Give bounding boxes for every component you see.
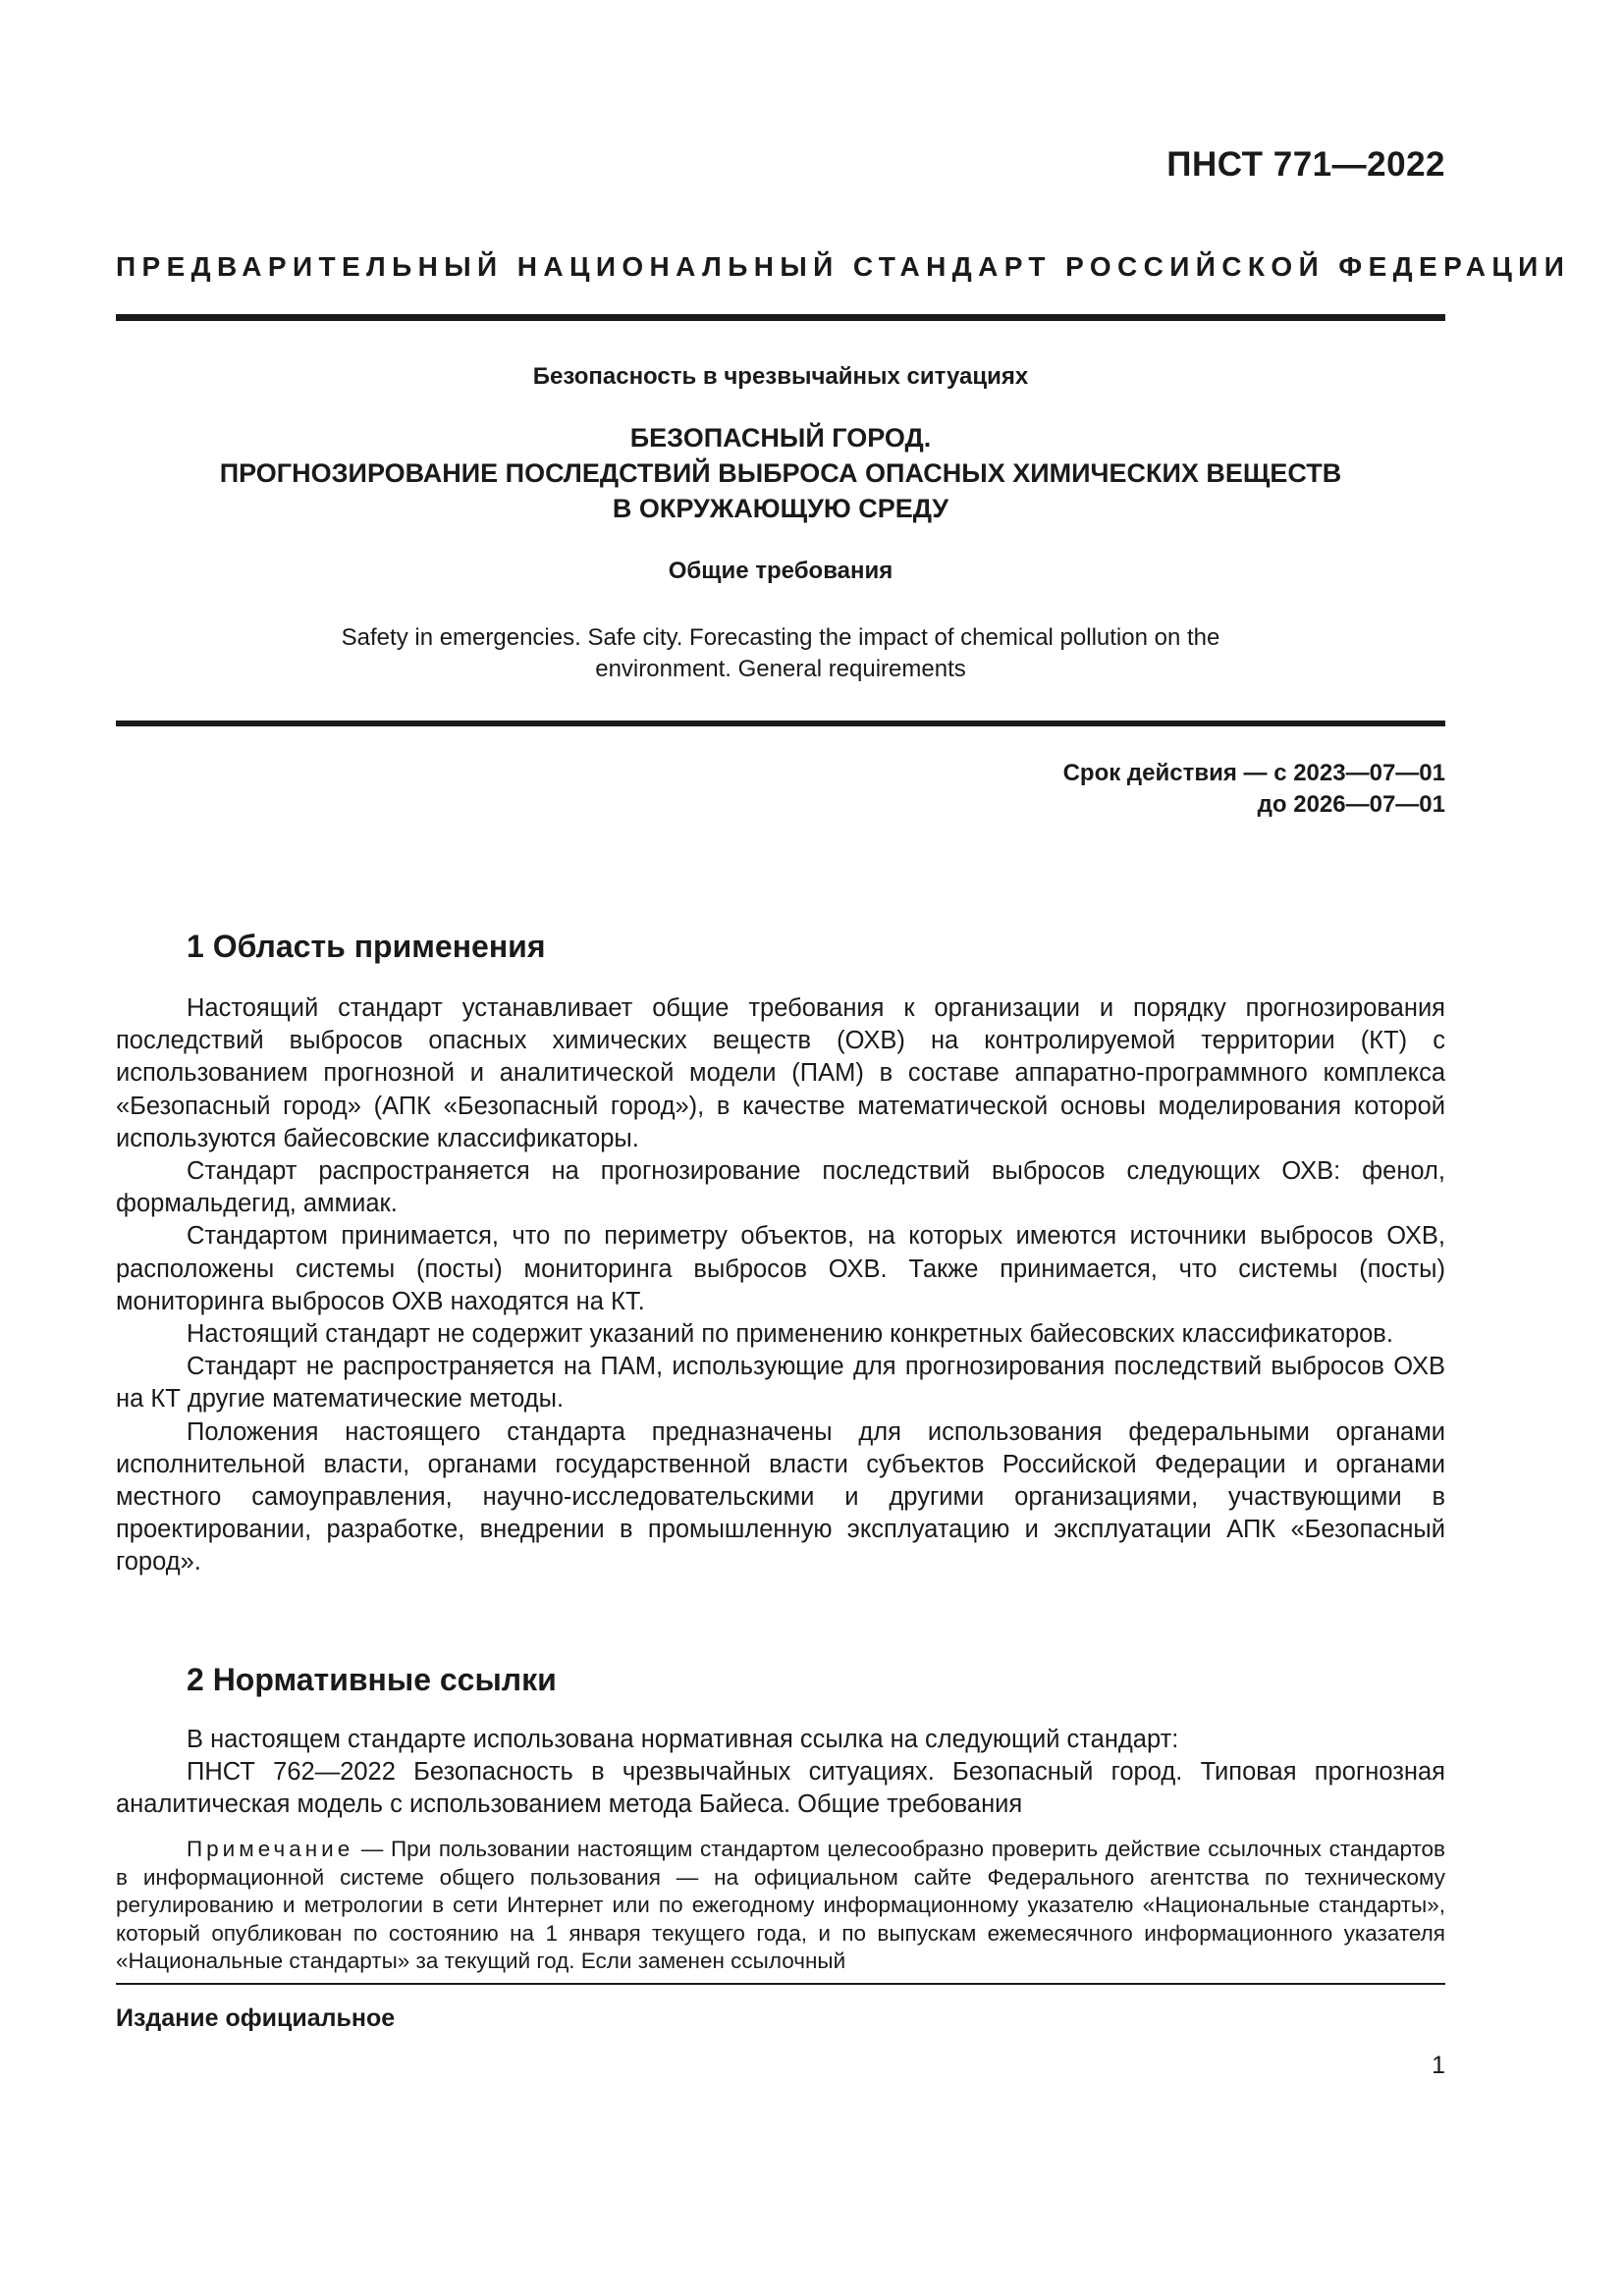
section-1-heading: 1 Область применения bbox=[187, 929, 546, 964]
document-title bbox=[116, 420, 1445, 526]
paragraph: ПНСТ 762—2022 Безопасность в чрезвычайных ситуациях. Безопасный город. Типовая прогнозная аналитическая модель с использованием метода Байеса. Общие требования bbox=[116, 1758, 1445, 1819]
title-line: БЕЗОПАСНЫЙ ГОРОД. bbox=[629, 423, 932, 453]
validity-from: Срок действия — с 2023—07—01 bbox=[1062, 760, 1445, 786]
standard-banner: ПРЕДВАРИТЕЛЬНЫЙ НАЦИОНАЛЬНЫЙ СТАНДАРТ РОССИЙСКОЙ ФЕДЕРАЦИИ bbox=[116, 251, 1571, 282]
validity-period bbox=[1063, 758, 1445, 821]
english-title bbox=[116, 622, 1445, 685]
note-text: — При пользовании настоящим стандартом целесообразно проверить действие ссылочных стандартов в информационной системе общего пользования — на официальном сайте Федерального агентства по техническому регулированию и метрологии в сети Интернет или по ежегодному информационному указателю «Национальные стандарты», который опубликован по состоянию на 1 января текущего года, и по выпускам ежемесячного информационного указателя «Национальные стандарты» за текущий год. Если заменен ссылочный bbox=[116, 1837, 1445, 1974]
footnote-rule bbox=[116, 1983, 1445, 1985]
section-1-body bbox=[116, 992, 1445, 1579]
title-bottom-rule bbox=[116, 721, 1445, 726]
note bbox=[116, 1836, 1445, 1976]
english-title-line: Safety in emergencies. Safe city. Forecasting the impact of chemical pollution on the bbox=[341, 624, 1220, 651]
paragraph: Стандартом принимается, что по периметру объектов, на которых имеются источники выбросов ОХВ, расположены системы (посты) мониторинга выбросов ОХВ. Также принимается, что системы (посты) мониторинга выбросов ОХВ находятся на КТ. bbox=[116, 1222, 1445, 1315]
document-subtitle: Общие требования bbox=[668, 558, 893, 584]
document-number: ПНСТ 771—2022 bbox=[1166, 145, 1445, 184]
english-title-line: environment. General requirements bbox=[595, 656, 966, 682]
paragraph: Положения настоящего стандарта предназначены для использования федеральными органами исполнительной власти, органами государственной власти субъектов Российской Федерации и органами местного самоуправления, научно-исследовательскими и другими организациями, участвующими в проектировании, разработке, внедрении в промышленную эксплуатацию и эксплуатации АПК «Безопасный город». bbox=[116, 1417, 1445, 1576]
title-line: ПРОГНОЗИРОВАНИЕ ПОСЛЕДСТВИЙ ВЫБРОСА ОПАСНЫХ ХИМИЧЕСКИХ ВЕЩЕСТВ bbox=[219, 458, 1342, 488]
section-2-heading: 2 Нормативные ссылки bbox=[187, 1662, 557, 1697]
paragraph: Стандарт распространяется на прогнозирование последствий выбросов следующих ОХВ: фенол, формальдегид, аммиак. bbox=[116, 1157, 1445, 1218]
top-rule bbox=[116, 314, 1445, 321]
paragraph: Настоящий стандарт устанавливает общие требования к организации и порядку прогнозирования последствий выбросов опасных химических веществ (ОХВ) на контролируемой территории (КТ) с использованием прогнозной и аналитической модели (ПАМ) в составе аппаратно-программного комплекса «Безопасный город» (АПК «Безопасный город»), в качестве математической основы моделирования которой используются байесовские классификаторы. bbox=[116, 994, 1445, 1152]
title-line: В ОКРУЖАЮЩУЮ СРЕДУ bbox=[612, 494, 949, 523]
paragraph: В настоящем стандарте использована нормативная ссылка на следующий стандарт: bbox=[187, 1726, 1179, 1753]
validity-to: до 2026—07—01 bbox=[1257, 791, 1445, 818]
official-edition-label: Издание официальное bbox=[116, 2004, 396, 2032]
note-label: Примечание bbox=[187, 1837, 354, 1861]
paragraph: Стандарт не распространяется на ПАМ, использующие для прогнозирования последствий выбросов ОХВ на КТ другие математические методы. bbox=[116, 1353, 1445, 1414]
series-title: Безопасность в чрезвычайных ситуациях bbox=[532, 363, 1029, 390]
section-2-body bbox=[116, 1724, 1445, 1822]
paragraph: Настоящий стандарт не содержит указаний по применению конкретных байесовских классификаторов. bbox=[187, 1320, 1393, 1349]
page-number: 1 bbox=[1432, 2052, 1445, 2079]
